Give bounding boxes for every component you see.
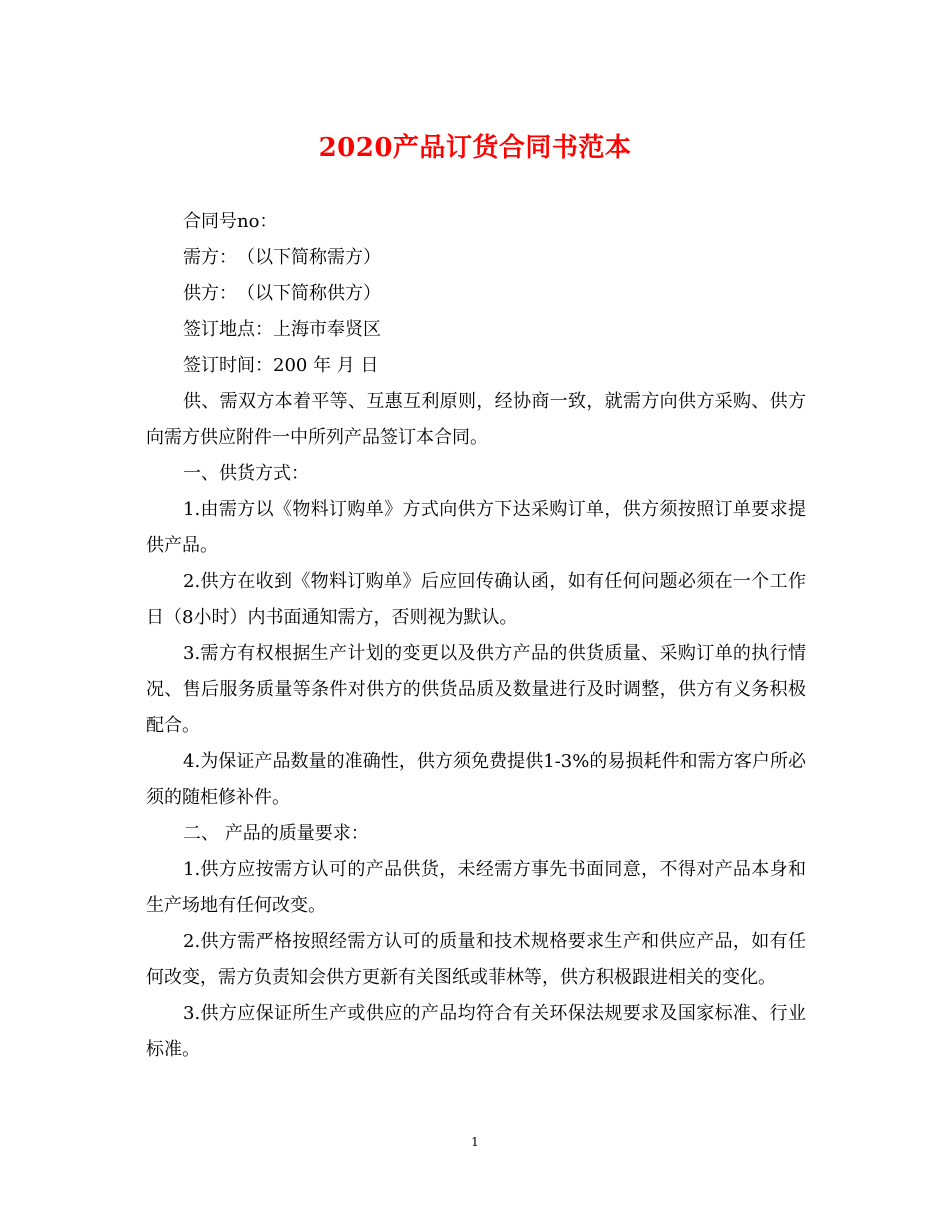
paragraph-quality-1: 1.供方应按需方认可的产品供货，未经需方事先书面同意，不得对产品本身和生产场地有任何改变。 [146,859,806,916]
paragraph-supply-4: 4.为保证产品数量的准确性，供方须免费提供1-3%的易损耗件和需方客户所必须的随柜修补件。 [146,751,806,808]
paragraph-supply-2: 2.供方在收到《物料订购单》后应回传确认函，如有任何问题必须在一个工作日（8小时）内书面通知需方，否则视为默认。 [146,571,806,628]
document-title: 2020产品订货合同书范本 [318,133,632,163]
paragraph-supply-1: 1.由需方以《物料订购单》方式向供方下达采购订单，供方须按照订单要求提供产品。 [146,499,806,556]
section-heading-supply-method: 一、供货方式： [183,463,309,484]
paragraph-supply-3: 3.需方有权根据生产计划的变更以及供方产品的供货质量、采购订单的执行情况、售后服务质量等条件对供方的供货品质及数量进行及时调整，供方有义务积极配合。 [146,643,806,736]
page-number: 1 [471,1135,479,1149]
section-heading-quality: 二、 产品的质量要求： [183,823,369,844]
paragraph-contract-number: 合同号no： [183,211,278,232]
paragraph-signing-place: 签订地点：上海市奉贤区 [183,319,381,340]
paragraph-preamble: 供、需双方本着平等、互惠互利原则，经协商一致，就需方向供方采购、供方向需方供应附件一中所列产品签订本合同。 [146,391,806,448]
paragraph-quality-2: 2.供方需严格按照经需方认可的质量和技术规格要求生产和供应产品，如有任何改变，需方负责知会供方更新有关图纸或菲林等，供方积极跟进相关的变化。 [146,931,806,988]
paragraph-supplier: 供方： （以下简称供方） [183,283,381,304]
paragraph-buyer: 需方： （以下简称需方） [183,247,381,268]
paragraph-signing-time: 签订时间：200 年 月 日 [183,355,379,376]
paragraph-quality-3: 3.供方应保证所生产或供应的产品均符合有关环保法规要求及国家标准、行业标准。 [146,1003,806,1060]
document-body [146,204,806,1068]
